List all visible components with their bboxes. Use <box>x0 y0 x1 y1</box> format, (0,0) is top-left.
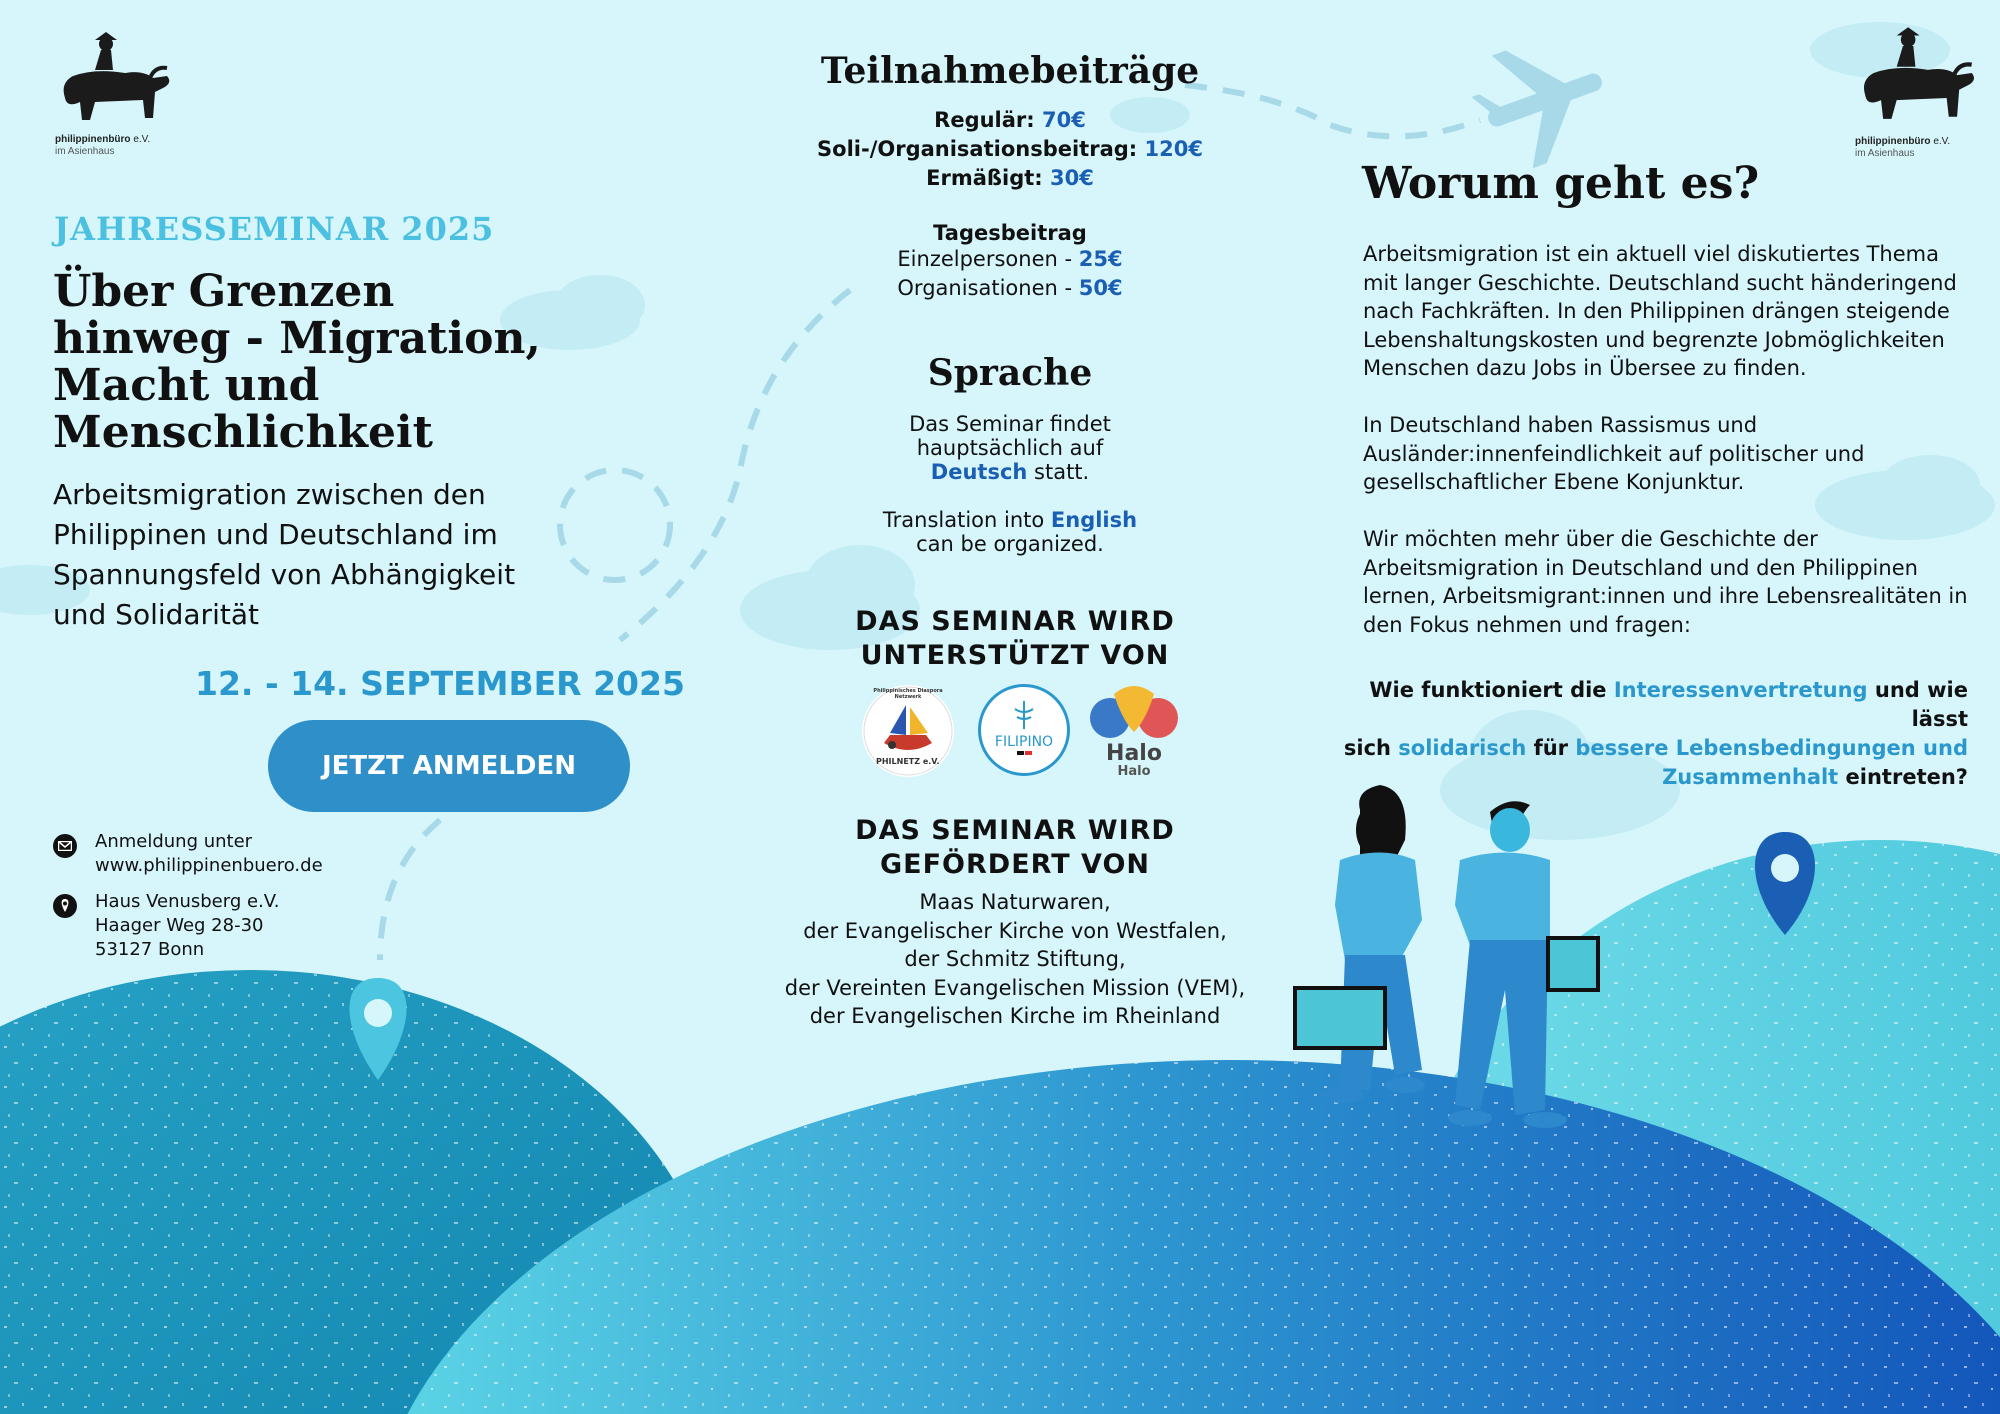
registration-info <box>53 830 413 878</box>
philnetz-name: PHILNETZ e.V. <box>876 757 940 766</box>
language-heading: Sprache <box>927 352 1093 394</box>
philnetz-arc: Philippinisches Diaspora Netzwerk <box>873 688 943 700</box>
traveler-woman-illustration <box>1295 785 1425 1103</box>
section-heading: Worum geht es? <box>1362 158 1760 209</box>
contact-info <box>53 830 413 962</box>
halo-sub: Halo <box>1117 764 1151 779</box>
fee-row: Ermäßigt: 30€ <box>926 166 1094 190</box>
translation-text: can be organized. <box>916 532 1104 556</box>
key-question: Wie funktioniert die Interessenvertretung und wie lässt sich solidarisch für bessere Lebensbedingungen und Zusammenhalt eintreten? <box>1343 678 1968 789</box>
registration-url[interactable]: www.philippinenbuero.de <box>95 855 323 876</box>
fee-row: Soli-/Organisationsbeitrag: 120€ <box>817 137 1203 161</box>
halo-logo <box>1086 680 1182 780</box>
subtitle-line: und Solidarität <box>53 598 259 631</box>
intro-text: Arbeitsmigration ist ein aktuell viel diskutiertes Thema mit langer Geschichte. Deutschland sucht händeringend nach Fachkräften. In den Philippinen drängen steigende Lebenshaltungskosten und begrenzte Jobmöglichkeiten Menschen dazu Jobs in Übersee zu finden. In Deutschland haben Rassismus und Ausländer:innenfeindlichkeit auf politischer und gesellschaftlicher Ebene Konjunktur. Wir möchten mehr über die Geschichte der Arbeitsmigration in Deutschland und den Philippinen lernen, Arbeitsmigrant:innen und ihre Lebensrealitäten in den Fokus nehmen und fragen: <box>1363 242 1968 637</box>
funder: der Evangelischen Kirche im Rheinland <box>809 1004 1221 1028</box>
title-line: Menschlichkeit <box>53 407 433 458</box>
title-line: hinweg - Migration, <box>53 313 541 364</box>
fees-heading: Teilnahmebeiträge <box>820 50 1200 92</box>
filipino-logo <box>978 684 1070 776</box>
language-section <box>760 352 1260 556</box>
language-text: Deutsch statt. <box>930 460 1090 484</box>
funder: der Evangelischer Kirche von Westfalen, <box>803 918 1227 943</box>
day-fee-heading: Tagesbeitrag <box>933 221 1087 245</box>
funder: der Schmitz Stiftung, <box>904 947 1126 971</box>
carabao-rider-icon <box>55 28 175 123</box>
carabao-rider-icon <box>1855 20 1980 125</box>
brand-logo-right <box>1855 20 1995 159</box>
mail-icon <box>53 834 77 858</box>
address-line: Haager Weg 28-30 <box>95 915 264 936</box>
funder: Maas Naturwaren, <box>919 890 1111 914</box>
page-title <box>53 268 573 456</box>
title-line: Über Grenzen <box>53 266 395 317</box>
fees-section <box>750 50 1270 303</box>
halo-name: Halo <box>1106 741 1162 766</box>
day-fee-row: Organisationen - 50€ <box>897 276 1123 300</box>
address-info <box>53 890 413 962</box>
registration-label: Anmeldung unter <box>95 831 253 852</box>
eyebrow: JAHRESSEMINAR 2025 <box>54 210 495 248</box>
subtitle-line: Arbeitsmigration zwischen den <box>53 478 486 511</box>
address-line: 53127 Bonn <box>95 939 205 960</box>
subtitle-line: Philippinen und Deutschland im <box>53 518 498 551</box>
org-sub: im Asienhaus <box>55 146 115 157</box>
subtitle-line: Spannungsfeld von Abhängigkeit <box>53 558 516 591</box>
address-line: Haus Venusberg e.V. <box>95 891 280 912</box>
philnetz-logo <box>862 685 954 777</box>
fee-row: Regulär: 70€ <box>934 108 1086 132</box>
register-button[interactable]: JETZT ANMELDEN <box>268 720 630 812</box>
language-text: hauptsächlich auf <box>916 436 1104 460</box>
funding-heading: DAS SEMINAR WIRD GEFÖRDERT VON <box>855 815 1175 880</box>
org-name: philippinenbüro e.V. <box>55 134 151 145</box>
event-date: 12. - 14. SEPTEMBER 2025 <box>195 664 685 703</box>
day-fee-row: Einzelpersonen - 25€ <box>897 247 1123 271</box>
brand-logo-left <box>55 28 195 157</box>
funding-list <box>750 888 1280 1031</box>
org-sub: im Asienhaus <box>1855 148 1915 159</box>
location-icon <box>53 894 77 918</box>
filipino-name: FILIPINO <box>994 734 1054 750</box>
funder: der Vereinten Evangelischen Mission (VEM), <box>784 975 1246 1000</box>
title-line: Macht und <box>53 360 320 411</box>
language-text: Das Seminar findet <box>909 412 1111 436</box>
support-heading: DAS SEMINAR WIRD UNTERSTÜTZT VON <box>855 606 1175 671</box>
translation-text: Translation into English <box>882 508 1138 532</box>
subtitle <box>53 475 573 635</box>
org-name: philippinenbüro e.V. <box>1855 136 1951 147</box>
